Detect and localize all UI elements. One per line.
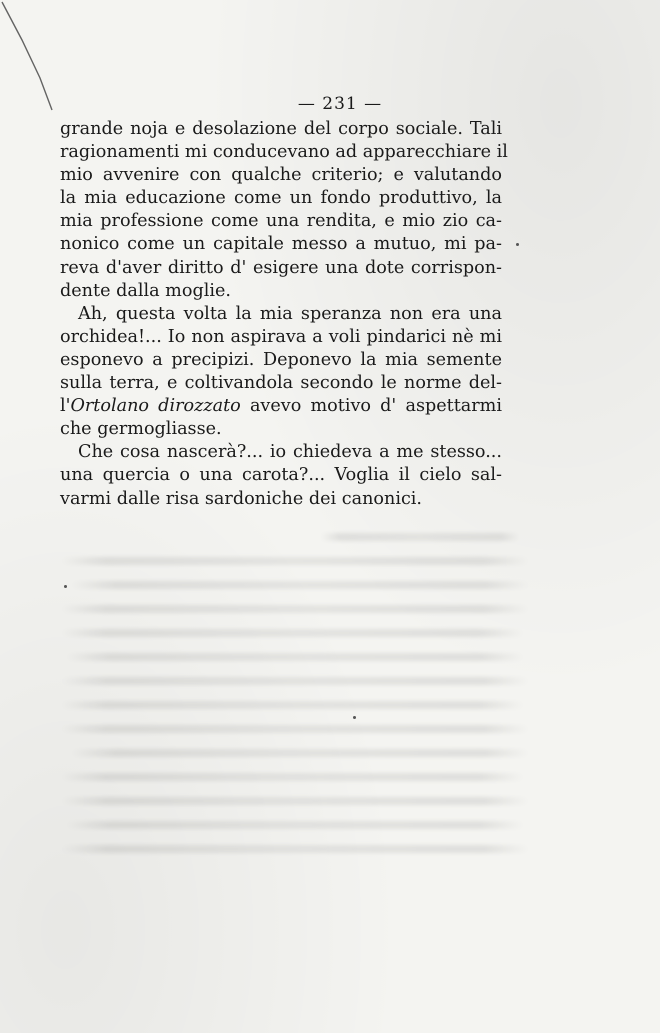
text-line: mio avvenire con qualche criterio; e valutando [60, 165, 502, 186]
text-line: esponevo a precipizi. Deponevo la mia semente [60, 349, 502, 370]
text-line: sulla terra, e coltivandola secondo le norme del- [60, 373, 502, 394]
text-line: grande noja e desolazione del corpo sociale. Tali [60, 119, 502, 139]
text-line: nonico come un capitale messo a mutuo, mi pa- [60, 234, 502, 255]
book-title-italic: Ortolano dirozzato [70, 396, 241, 417]
text-line: ragionamenti mi conducevano ad apparecchiare il [60, 142, 508, 163]
text-line: una quercia o una carota?... Voglia il cielo sal- [60, 465, 502, 486]
text-fragment: l' [60, 396, 71, 417]
text-line: orchidea!... Io non aspirava a voli pindarici nè mi [60, 326, 502, 347]
text-line: dente dalla moglie. [60, 280, 231, 301]
body-text [60, 118, 508, 511]
text-line: varmi dalle risa sardoniche dei canonici. [60, 488, 423, 509]
paragraph-start-line: Che cosa nascerà?... io chiedeva a me stesso... [78, 442, 502, 463]
paper-speck [353, 716, 356, 719]
text-line: la mia educazione come un fondo produttivo, la [60, 188, 502, 209]
text-line: mia professione come una rendita, e mio zio ca- [60, 211, 502, 232]
text-line: reva d'aver diritto d' esigere una dote corrispon- [60, 257, 502, 278]
text-line: che germogliasse. [60, 419, 222, 440]
show-through-text [60, 525, 540, 875]
paragraph-start-line: Ah, questa volta la mia speranza non era una [78, 303, 502, 324]
paper-speck [64, 585, 67, 588]
paper-speck [516, 243, 519, 246]
text-fragment: avevo motivo d' aspettarmi [240, 396, 502, 417]
page-number: — 231 — [297, 94, 383, 114]
text-line-with-title [60, 395, 502, 418]
